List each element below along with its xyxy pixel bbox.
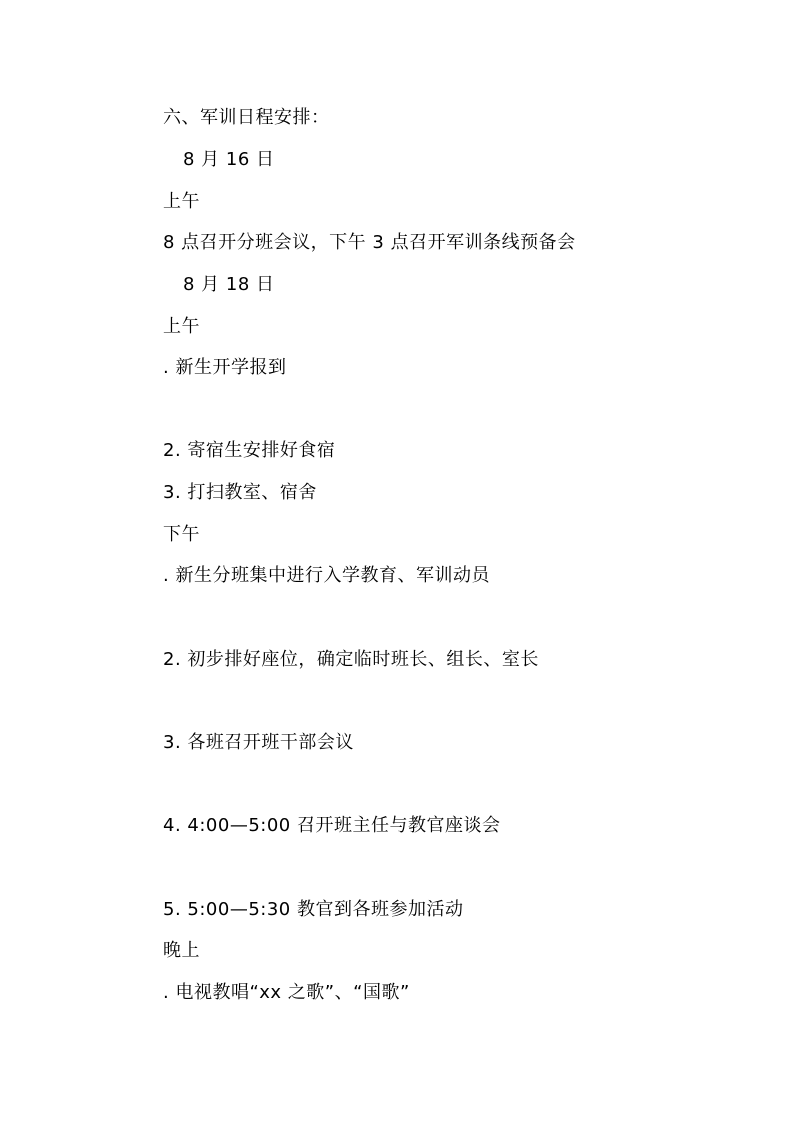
section-heading: 六、军训日程安排： bbox=[163, 107, 330, 128]
schedule-item: 8 点召开分班会议，下午 3 点召开军训条线预备会 bbox=[163, 232, 576, 253]
schedule-item: . 新生分班集中进行入学教育、军训动员 bbox=[163, 565, 490, 586]
schedule-item: 2. 初步排好座位，确定临时班长、组长、室长 bbox=[163, 649, 539, 670]
schedule-item: . 电视教唱“xx 之歌”、“国歌” bbox=[163, 982, 410, 1003]
schedule-item: 2. 寄宿生安排好食宿 bbox=[163, 440, 336, 461]
date-line: 8 月 18 日 bbox=[183, 274, 275, 295]
schedule-item: . 新生开学报到 bbox=[163, 357, 287, 378]
schedule-item: 3. 各班召开班干部会议 bbox=[163, 732, 354, 753]
date-line: 8 月 16 日 bbox=[183, 149, 275, 170]
schedule-item: 5. 5:00—5:30 教官到各班参加活动 bbox=[163, 899, 464, 920]
time-period-label: 上午 bbox=[163, 316, 200, 337]
time-period-label: 下午 bbox=[163, 524, 200, 545]
schedule-item: 3. 打扫教室、宿舍 bbox=[163, 482, 317, 503]
time-period-label: 晚上 bbox=[163, 940, 200, 961]
schedule-item: 4. 4:00—5:00 召开班主任与教官座谈会 bbox=[163, 815, 501, 836]
time-period-label: 上午 bbox=[163, 191, 200, 212]
